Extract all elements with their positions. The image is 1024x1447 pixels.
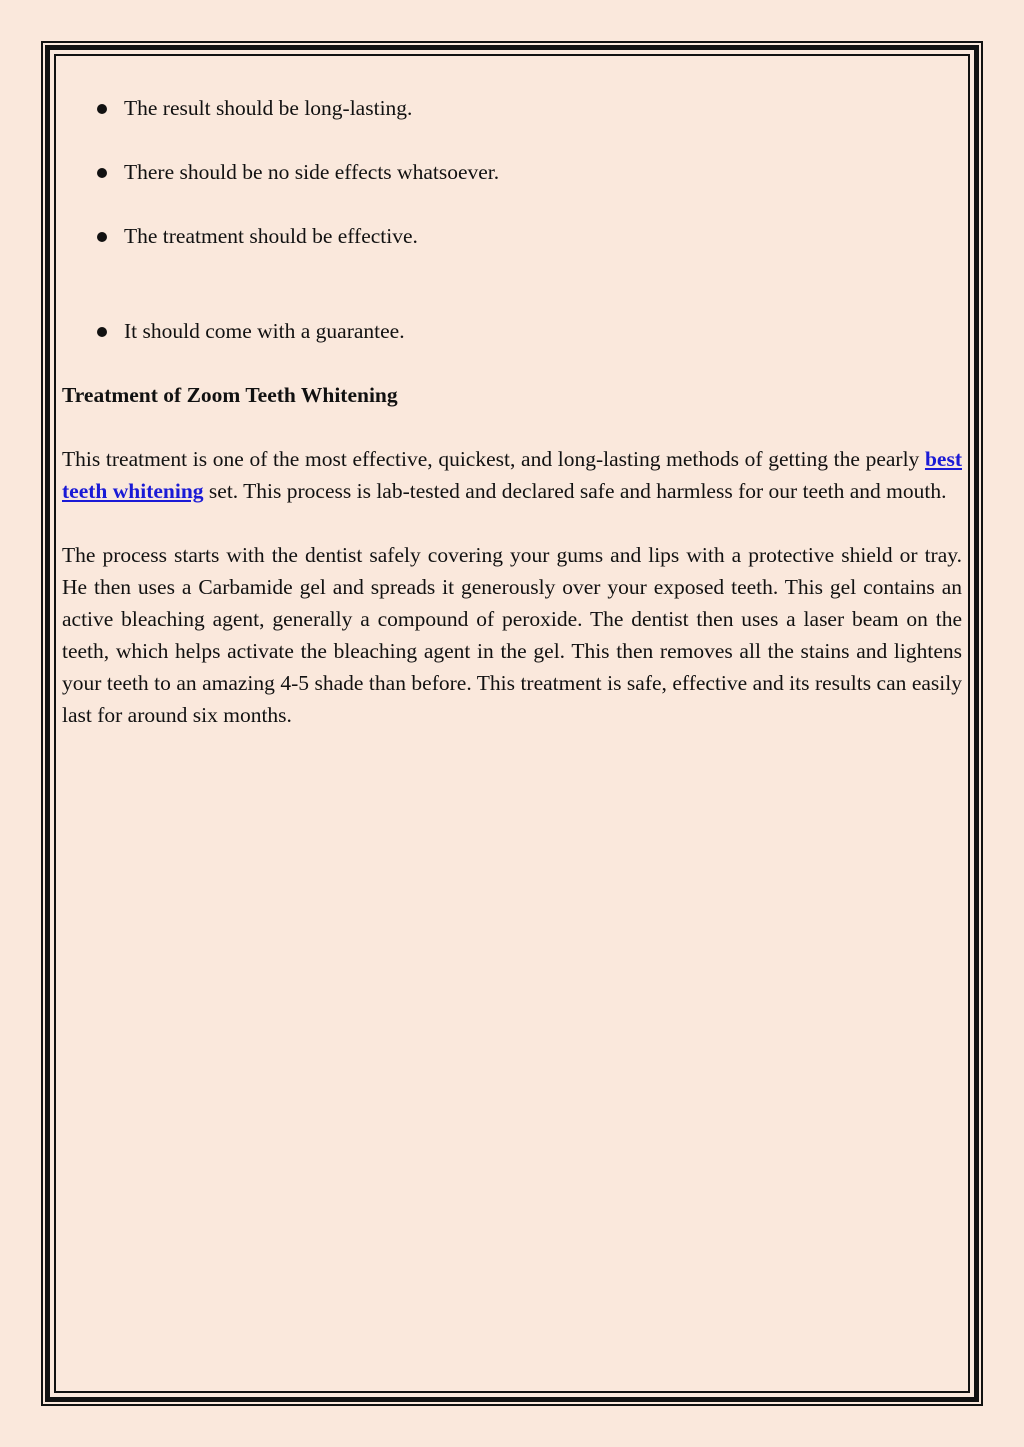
bullet-dot-icon	[97, 232, 107, 242]
section-heading: Treatment of Zoom Teeth Whitening	[62, 383, 398, 407]
list-item	[62, 315, 962, 347]
list-item	[62, 220, 962, 252]
list-item	[62, 156, 962, 188]
bullet-dot-icon	[97, 168, 107, 178]
bullet-dot-icon	[97, 104, 107, 114]
document-body	[62, 88, 962, 731]
list-item	[62, 92, 962, 124]
intro-text-after-link: set. This process is lab-tested and declared safe and harmless for our teeth and mouth.	[203, 479, 947, 503]
list-item-text: The treatment should be effective.	[124, 224, 418, 248]
list-item-text: The result should be long-lasting.	[124, 96, 413, 120]
intro-paragraph	[62, 443, 962, 507]
list-item-text: It should come with a guarantee.	[124, 319, 405, 343]
process-paragraph: The process starts with the dentist safely covering your gums and lips with a protective shield or tray. He then uses a Carbamide gel and spreads it generously over your exposed teeth. This gel contains an active bleaching agent, generally a compound of peroxide. The dentist then uses a laser beam on the teeth, which helps activate the bleaching agent in the gel. This then removes all the stains and lightens your teeth to an amazing 4-5 shade than before. This treatment is safe, effective and its results can easily last for around six months.	[62, 543, 962, 727]
list-item-text: There should be no side effects whatsoever.	[124, 160, 500, 184]
best-teeth-whitening-link[interactable]: best teeth whitening	[62, 447, 962, 503]
bullet-dot-icon	[97, 327, 107, 337]
intro-text-before-link: This treatment is one of the most effective, quickest, and long-lasting methods of getting the pearly	[62, 447, 925, 471]
requirements-list	[62, 92, 962, 347]
